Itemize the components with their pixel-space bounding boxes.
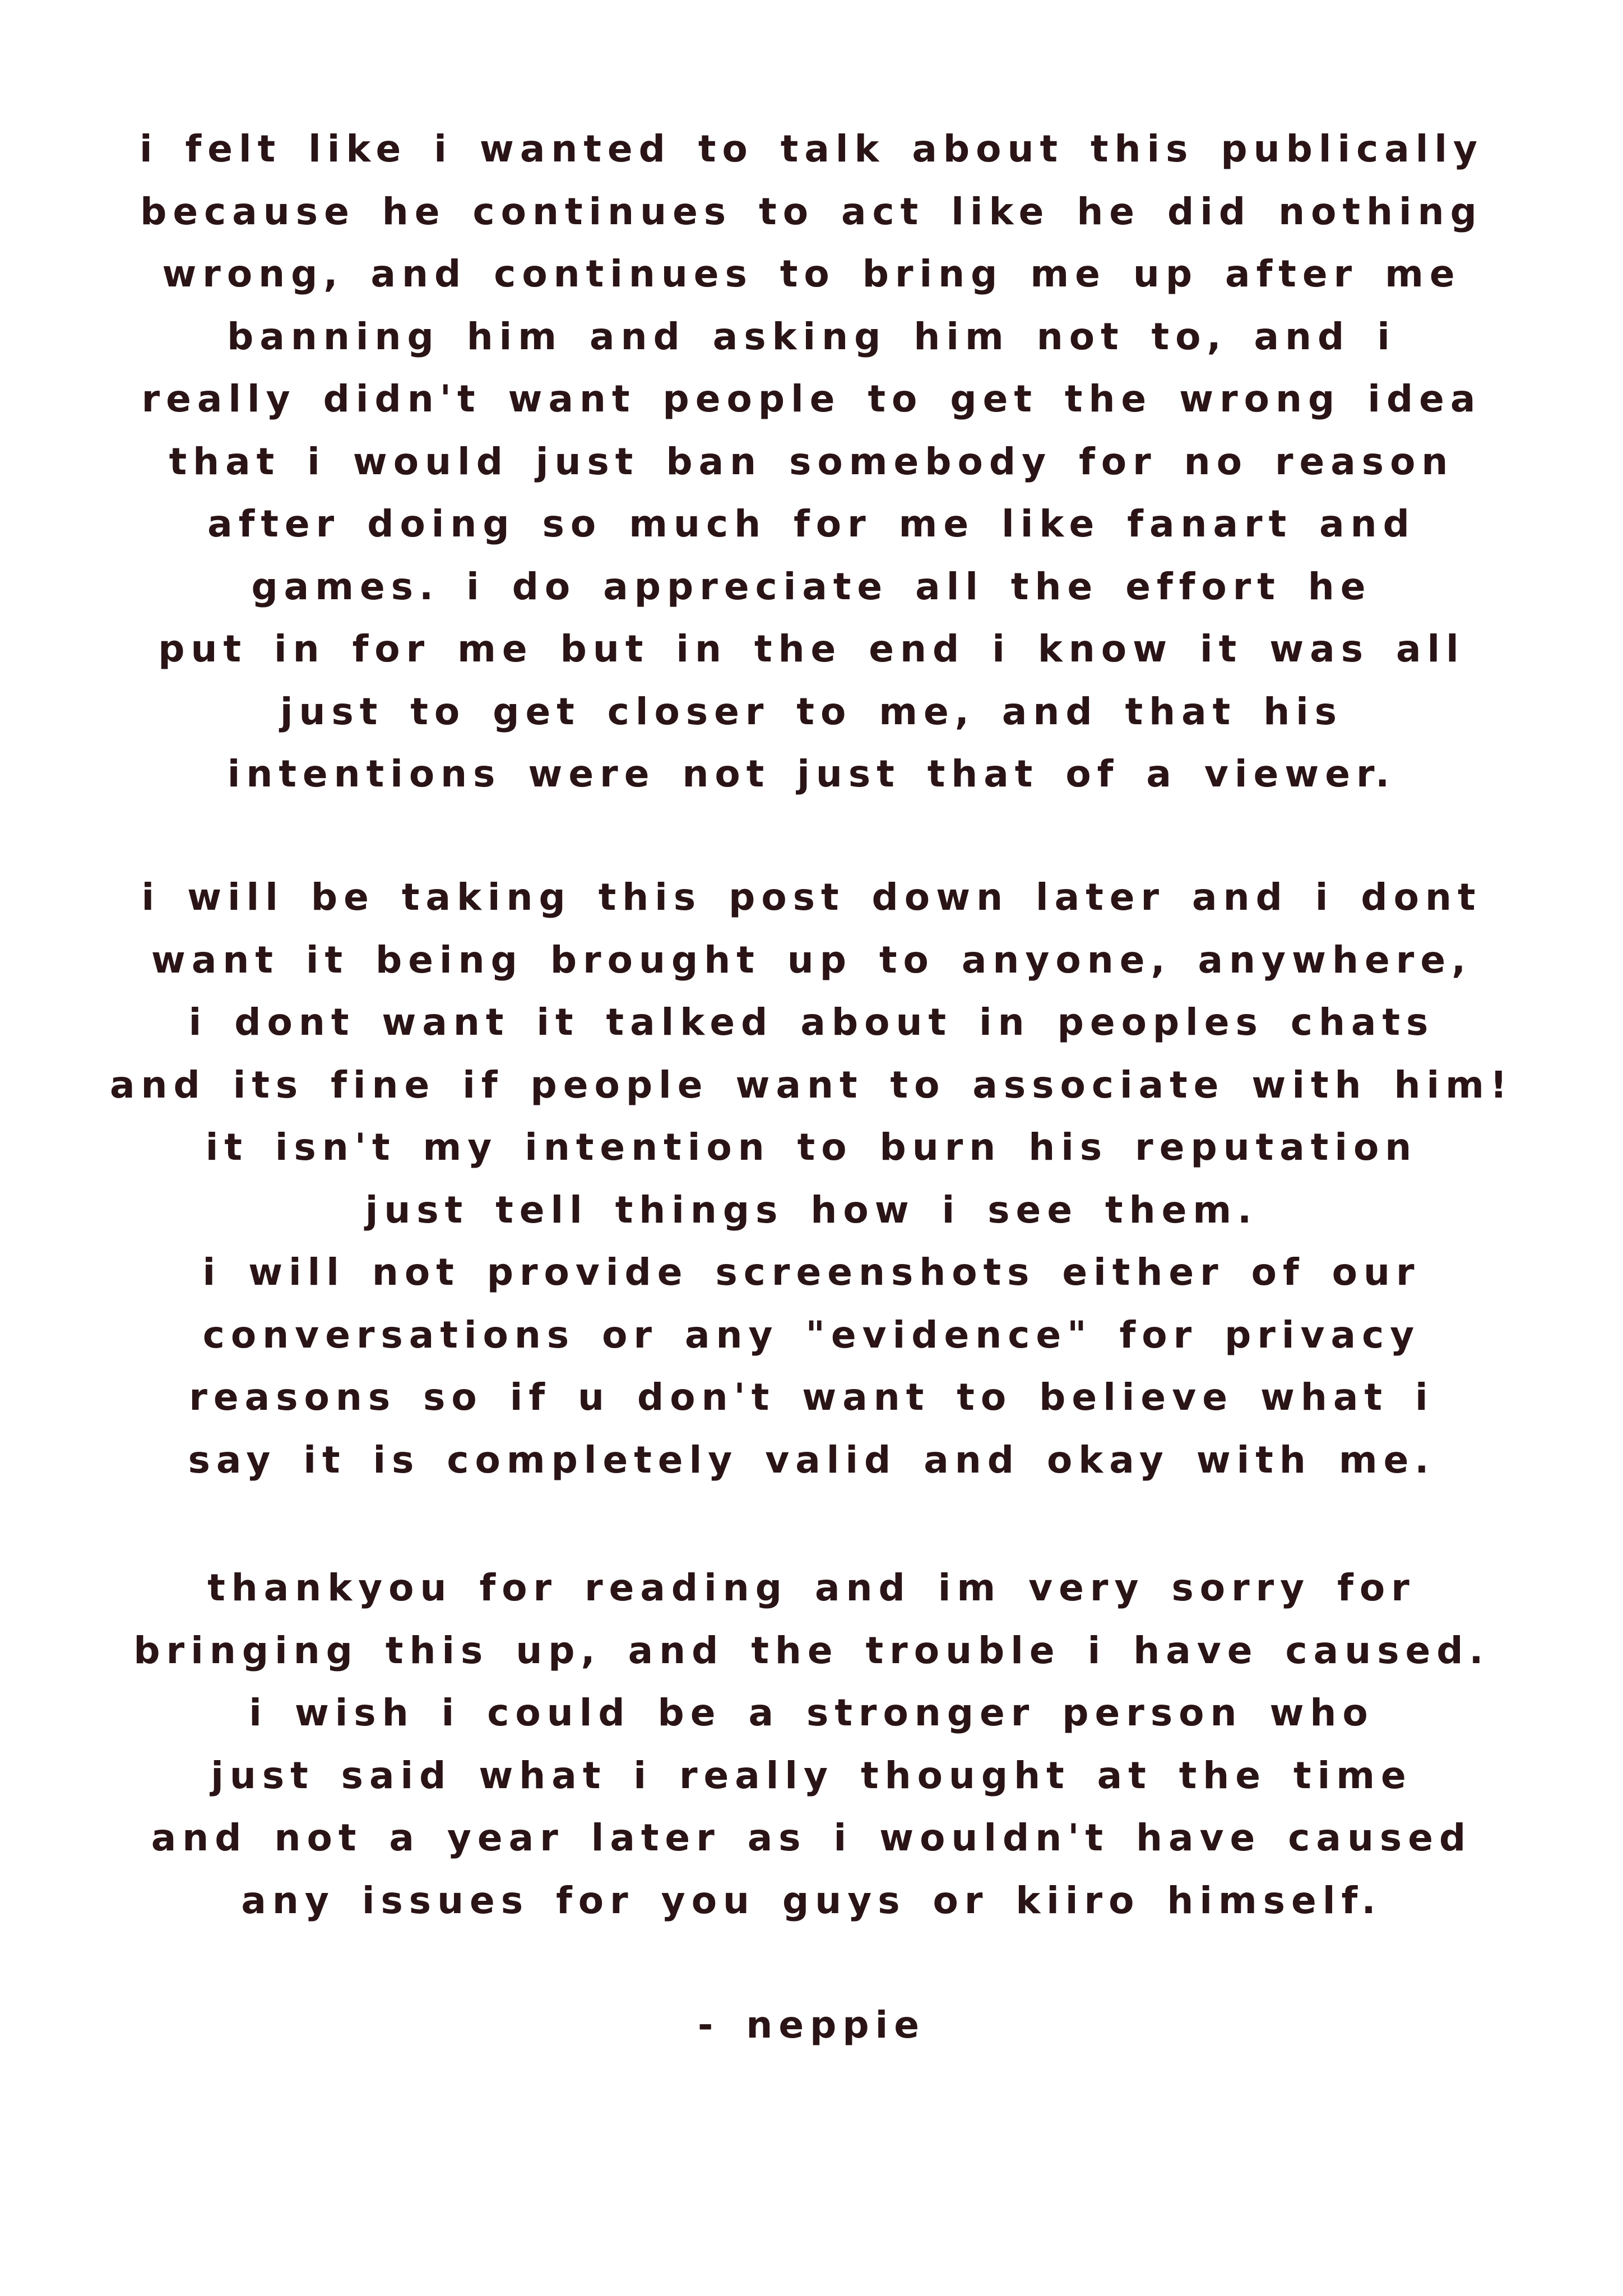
text-line: i will not provide screenshots either of our — [202, 1251, 1421, 1294]
text-line: i dont want it talked about in peoples chats — [188, 1001, 1435, 1044]
text-line: just said what i really thought at the time — [211, 1753, 1412, 1797]
text-line: and not a year later as i wouldn't have caused — [151, 1816, 1472, 1859]
text-line: any issues for you guys or kiiro himself. — [241, 1878, 1382, 1922]
signature — [0, 1994, 1623, 2057]
text-line: that i would just ban somebody for no reason — [169, 439, 1454, 483]
text-line: really didn't want people to get the wrong idea — [141, 377, 1482, 420]
text-line: i will be taking this post down later and i dont — [141, 876, 1482, 919]
paragraph-request — [0, 866, 1623, 1491]
text-line: i wish i could be a stronger person who — [249, 1691, 1374, 1734]
text-line: wrong, and continues to bring me up after me — [162, 252, 1461, 295]
paragraph-thanks — [0, 1557, 1623, 1932]
text-line: say it is completely valid and okay with me. — [188, 1438, 1435, 1482]
signature-text: - neppie — [698, 2003, 925, 2047]
text-line: it isn't my intention to burn his reputation — [205, 1126, 1418, 1169]
text-line: because he continues to act like he did nothing — [140, 189, 1483, 233]
text-line: reasons so if u don't want to believe what i — [189, 1376, 1434, 1419]
text-line: and its fine if people want to associate with him! — [109, 1063, 1514, 1107]
text-line: just tell things how i see them. — [365, 1188, 1258, 1232]
text-line: i felt like i wanted to talk about this publically — [139, 127, 1484, 170]
text-line: banning him and asking him not to, and i — [227, 314, 1396, 358]
text-line: bringing this up, and the trouble i have caused. — [133, 1628, 1490, 1672]
text-line: intentions were not just that of a viewer. — [227, 752, 1396, 795]
paragraph-explanation — [0, 118, 1623, 806]
text-line: thankyou for reading and im very sorry for — [207, 1566, 1416, 1609]
text-line: conversations or any "evidence" for privacy — [202, 1313, 1421, 1357]
text-line: just to get closer to me, and that his — [280, 689, 1343, 733]
text-line: put in for me but in the end i know it was all — [158, 627, 1465, 670]
text-line: want it being brought up to anyone, anywhere, — [151, 938, 1472, 982]
text-line: after doing so much for me like fanart and — [207, 502, 1416, 545]
text-line: games. i do appreciate all the effort he — [251, 564, 1372, 608]
